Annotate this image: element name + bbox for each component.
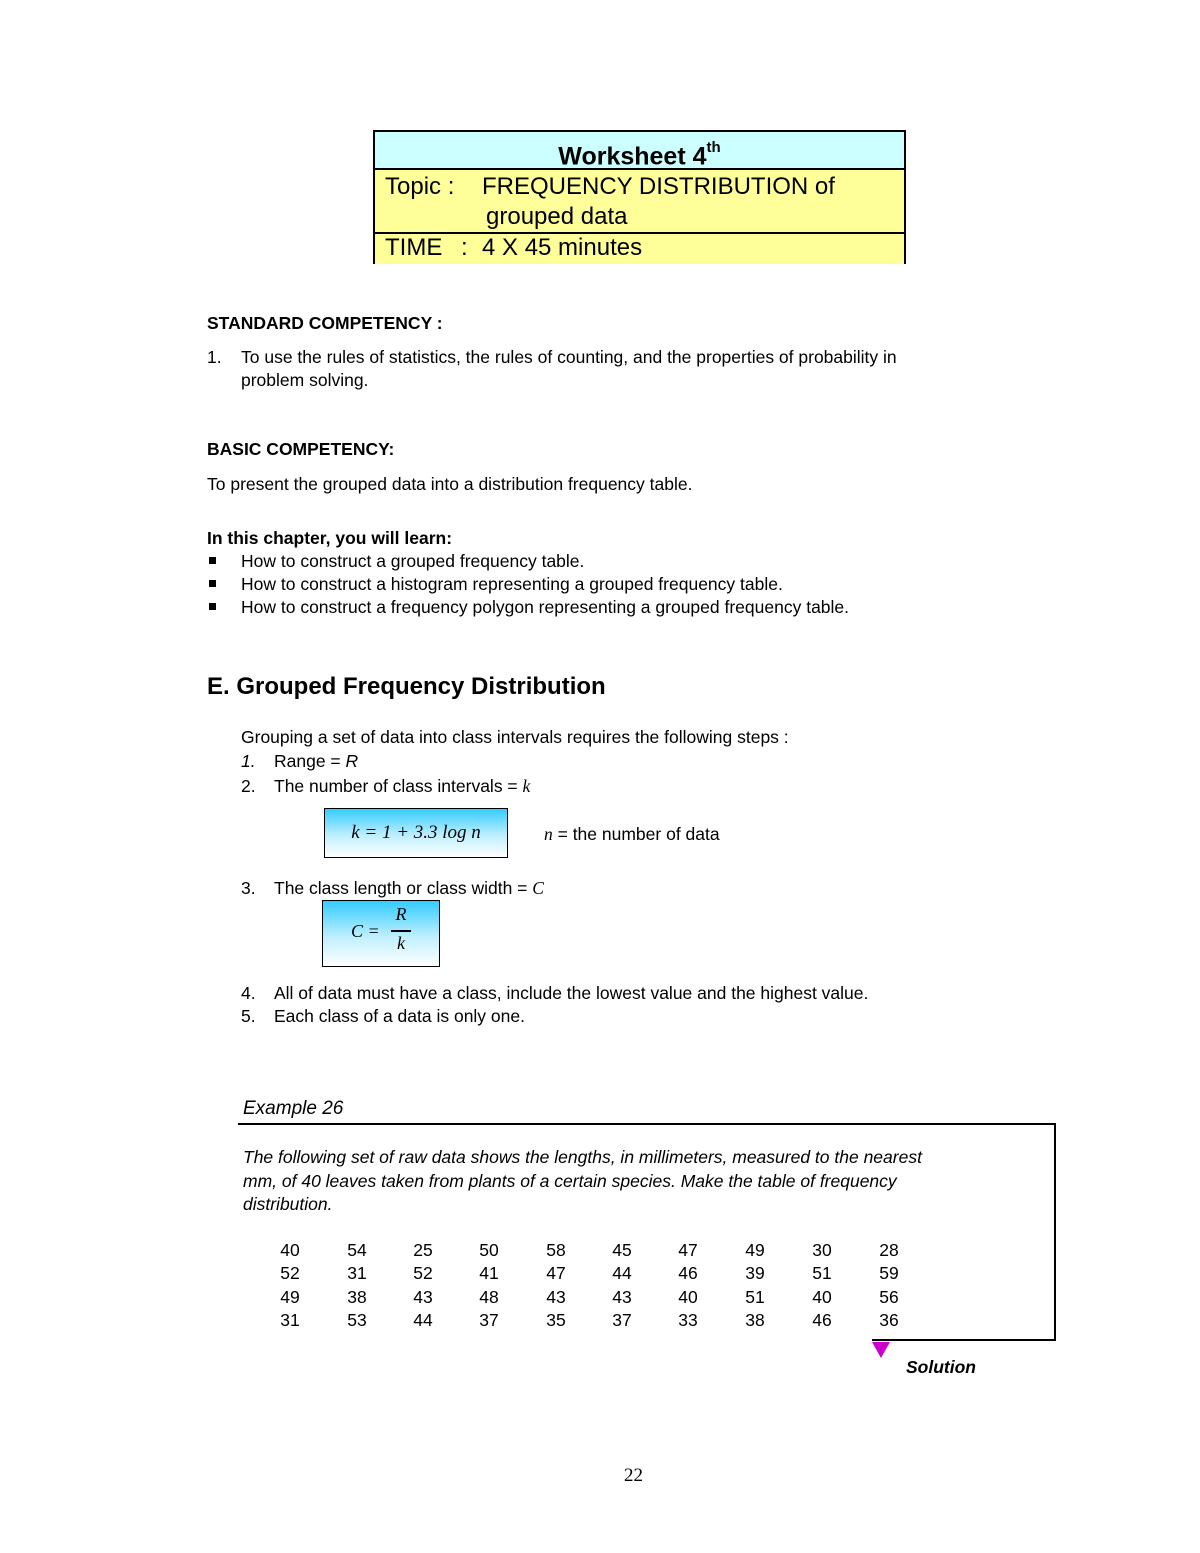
worksheet-title-text: Worksheet 4: [558, 142, 707, 171]
step3-text: [274, 877, 544, 899]
topic-label: Topic :: [385, 173, 455, 200]
example-line3: distribution.: [243, 1194, 333, 1214]
formula-k-box: [324, 808, 508, 858]
formula-c-lhs: C =: [351, 921, 380, 941]
step3-number: 3.: [241, 878, 256, 898]
data-cell: 38: [745, 1310, 765, 1330]
data-cell: 36: [879, 1310, 899, 1330]
formula-k-note-variable: n: [544, 824, 553, 844]
step1-label: Range =: [274, 751, 346, 771]
time-separator: :: [461, 234, 468, 261]
data-cell: 31: [280, 1310, 300, 1330]
step4-text: All of data must have a class, include the lowest value and the highest value.: [274, 983, 869, 1003]
step3-label: The class length or class width =: [274, 878, 533, 898]
step5-text: Each class of a data is only one.: [274, 1006, 525, 1026]
example-right-rule: [1054, 1123, 1056, 1341]
step5-number: 5.: [241, 1006, 256, 1026]
topic-line2: grouped data: [486, 203, 628, 230]
learn-item: How to construct a grouped frequency table.: [241, 551, 585, 571]
bullet-icon: [209, 580, 216, 587]
example-top-rule: [238, 1123, 1056, 1125]
learn-item: How to construct a frequency polygon representing a grouped frequency table.: [241, 597, 850, 617]
data-cell: 45: [612, 1240, 632, 1260]
standard-competency-number: 1.: [207, 347, 222, 367]
data-cell: 48: [479, 1287, 499, 1307]
data-cell: 51: [745, 1287, 765, 1307]
example-bottom-rule: [872, 1339, 1056, 1341]
data-cell: 47: [546, 1263, 566, 1283]
data-cell: 28: [879, 1240, 899, 1260]
formula-c-numerator: R: [395, 904, 407, 924]
formula-c-denominator: k: [397, 933, 405, 953]
data-cell: 37: [479, 1310, 499, 1330]
topic-row: [375, 170, 904, 234]
data-cell: 58: [546, 1240, 566, 1260]
step2-label: The number of class intervals =: [274, 776, 523, 796]
bullet-icon: [209, 603, 216, 610]
learn-item: How to construct a histogram representing a grouped frequency table.: [241, 574, 783, 594]
example-title: Example 26: [243, 1098, 344, 1119]
step2-variable: k: [522, 776, 531, 796]
data-cell: 51: [812, 1263, 832, 1283]
data-cell: 56: [879, 1287, 899, 1307]
step4-number: 4.: [241, 983, 256, 1003]
step2-number: 2.: [241, 776, 256, 796]
data-cell: 47: [678, 1240, 698, 1260]
data-cell: 46: [812, 1310, 832, 1330]
data-cell: 25: [413, 1240, 433, 1260]
worksheet-title-sup: th: [706, 139, 721, 156]
step3-variable: C: [532, 878, 544, 898]
data-cell: 59: [879, 1263, 899, 1283]
time-value: 4 X 45 minutes: [482, 234, 643, 261]
learn-heading: In this chapter, you will learn:: [207, 528, 453, 548]
example-line1: The following set of raw data shows the lengths, in millimeters, measured to the nearest: [243, 1147, 922, 1167]
worksheet-header: [373, 130, 906, 264]
data-cell: 31: [347, 1263, 367, 1283]
basic-competency-heading: BASIC COMPETENCY:: [207, 439, 395, 459]
data-cell: 40: [678, 1287, 698, 1307]
solution-link[interactable]: Solution: [906, 1357, 976, 1377]
data-cell: 41: [479, 1263, 499, 1283]
formula-c-box: [322, 900, 440, 967]
standard-competency-heading: STANDARD COMPETENCY :: [207, 313, 443, 333]
formula-k: k = 1 + 3.3 log n: [351, 822, 481, 843]
formula-k-note: [544, 823, 720, 845]
data-cell: 54: [347, 1240, 367, 1260]
data-cell: 37: [612, 1310, 632, 1330]
formula-k-note-text: = the number of data: [552, 824, 720, 844]
bullet-icon: [209, 557, 216, 564]
time-label: TIME: [385, 234, 443, 261]
section-title: E. Grouped Frequency Distribution: [207, 673, 606, 700]
data-cell: 53: [347, 1310, 367, 1330]
standard-competency-line2: problem solving.: [241, 370, 369, 390]
basic-competency-text: To present the grouped data into a distribution frequency table.: [207, 474, 693, 494]
page-number: 22: [624, 1465, 643, 1486]
data-cell: 43: [413, 1287, 433, 1307]
data-cell: 39: [745, 1263, 765, 1283]
step1-text: [274, 750, 358, 772]
data-cell: 40: [812, 1287, 832, 1307]
time-row: [375, 234, 904, 264]
data-cell: 44: [413, 1310, 433, 1330]
data-cell: 35: [546, 1310, 566, 1330]
data-cell: 49: [280, 1287, 300, 1307]
data-cell: 46: [678, 1263, 698, 1283]
section-intro: Grouping a set of data into class intervals requires the following steps :: [241, 727, 789, 747]
worksheet-title: [375, 132, 904, 170]
data-cell: 43: [612, 1287, 632, 1307]
step2-text: [274, 775, 530, 797]
step1-variable: R: [345, 751, 359, 771]
data-cell: 52: [280, 1263, 300, 1283]
step1-number: 1.: [241, 751, 256, 771]
data-cell: 33: [678, 1310, 698, 1330]
triangle-down-icon: [872, 1342, 890, 1358]
data-cell: 38: [347, 1287, 367, 1307]
data-cell: 43: [546, 1287, 566, 1307]
standard-competency-line1: To use the rules of statistics, the rules of counting, and the properties of probability in: [241, 347, 897, 367]
example-line2: mm, of 40 leaves taken from plants of a certain species. Make the table of frequency: [243, 1171, 897, 1191]
data-cell: 30: [812, 1240, 832, 1260]
fraction-bar: [391, 930, 411, 932]
data-cell: 44: [612, 1263, 632, 1283]
data-cell: 49: [745, 1240, 765, 1260]
topic-line1: FREQUENCY DISTRIBUTION of: [482, 173, 835, 200]
data-cell: 52: [413, 1263, 433, 1283]
data-cell: 50: [479, 1240, 499, 1260]
data-cell: 40: [280, 1240, 300, 1260]
